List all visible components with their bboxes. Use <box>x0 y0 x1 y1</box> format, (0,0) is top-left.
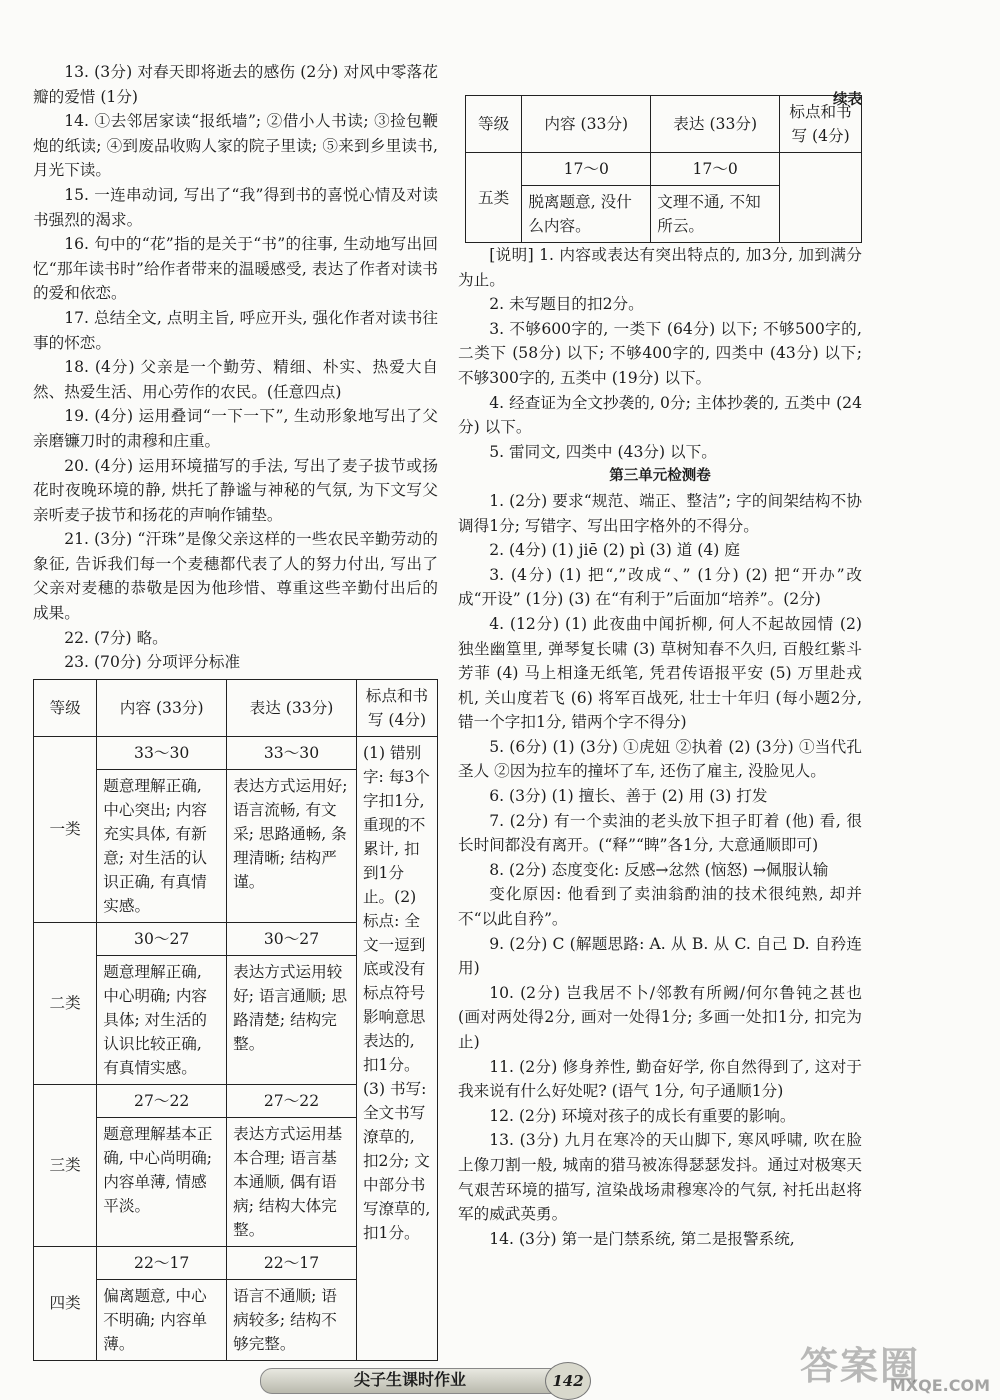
unit3-answer-7: 7. (2分) 有一个卖油的老头放下担子盯着 (他) 看, 很长时间都没有离开。(“释”“睥”各1分, 大意通顺即可) <box>458 811 862 855</box>
range-cell: 30～27 <box>227 922 357 955</box>
answer-21: 21. (3分) “汗珠”是像父亲这样的一些农民辛勤劳动的象征, 告诉我们每一个麦穗都代表了人的努力付出, 写出了父亲对麦穗的恭敬是因为他珍惜、尊重这些辛勤付出后的成果。 <box>33 530 438 623</box>
level-cell: 五类 <box>466 153 522 243</box>
table-header: 表达 (33分) <box>227 679 357 736</box>
level-cell: 四类 <box>34 1246 97 1360</box>
expression-cell: 语言不通顺; 语病较多; 结构不够完整。 <box>227 1279 357 1360</box>
range-cell: 27～22 <box>227 1084 357 1117</box>
table-row <box>466 153 862 186</box>
unit3-answer-8a: 8. (2分) 态度变化: 反感→忿然 (恼怒) →佩服认输 <box>489 860 829 879</box>
content-cell: 题意理解正确, 中心突出; 内容充实具体, 有新意; 对生活的认识正确, 有真情实感。 <box>97 769 227 922</box>
table-header: 表达 (33分) <box>651 96 780 153</box>
note-1: [说明] 1. 内容或表达有突出特点的, 加3分, 加到满分为止。 <box>458 246 862 289</box>
unit3-answer-5: 5. (6分) (1) (3分) ①虎妞 ②执着 (2) (3分) ①当代孔圣人 ②因为拉车的撞坏了车, 还伤了雇主, 没脸见人。 <box>458 737 862 781</box>
expression-cell: 表达方式运用较好; 语言通顺; 思路清楚; 结构完整。 <box>227 955 357 1084</box>
watermark-url: MXQE.COM <box>889 1376 990 1395</box>
unit3-answer-12: 12. (2分) 环境对孩子的成长有重要的影响。 <box>489 1106 796 1125</box>
note-2: 2. 未写题目的扣2分。 <box>489 295 644 314</box>
unit3-answer-9: 9. (2分) C (解题思路: A. 从 B. 从 C. 自己 D. 自矜连用) <box>458 934 862 978</box>
left-column <box>33 60 438 1361</box>
content-cell: 题意理解基本正确, 中心尚明确; 内容单薄, 情感平淡。 <box>97 1117 227 1246</box>
range-cell: 33～30 <box>97 736 227 769</box>
continued-grading-table <box>465 95 862 243</box>
answer-19: 19. (4分) 运用叠词“一下一下”, 生动形象地写出了父亲磨镰刀时的肃穆和庄重。 <box>33 407 438 450</box>
range-cell: 30～27 <box>97 922 227 955</box>
table-header: 等级 <box>466 96 522 153</box>
note-3: 3. 不够600字的, 一类下 (64分) 以下; 不够500字的, 二类下 (58分) 以下; 不够400字的, 四类中 (43分) 以下; 不够300字的, 五类中 (19分) 以下。 <box>458 319 862 387</box>
range-cell: 17～0 <box>522 153 651 186</box>
content-cell: 偏离题意, 中心不明确; 内容单薄。 <box>97 1279 227 1360</box>
table-header-row <box>466 96 862 153</box>
unit3-answer-6: 6. (3分) (1) 擅长、善于 (2) 用 (3) 打发 <box>489 787 768 806</box>
range-cell: 22～17 <box>97 1246 227 1279</box>
table-header: 等级 <box>34 679 97 736</box>
watermark-text: 答案圈 <box>800 1344 921 1388</box>
range-cell: 33～30 <box>227 736 357 769</box>
answer-17: 17. 总结全文, 点明主旨, 呼应开头, 强化作者对读书往事的怀恋。 <box>33 308 438 352</box>
table-header: 标点和书写 (4分) <box>356 679 437 736</box>
continued-label: 续表 <box>833 92 862 108</box>
expression-cell: 文理不通, 不知所云。 <box>651 186 780 243</box>
level-cell: 三类 <box>34 1084 97 1246</box>
footer-title: 尖子生课时作业 <box>353 1370 466 1389</box>
unit3-answer-4: 4. (12分) (1) 此夜曲中闻折柳, 何人不起故园情 (2) 独坐幽篁里, 弹琴复长啸 (3) 草树知春不久归, 百般红紫斗芳菲 (4) 马上相逢无纸笔, 凭君传语报平安 (5) 万里赴戎机, 关山度若飞 (6) 将军百战死, 壮士十年归 (每小题2分, 错一个字扣1分, 错两个字不得分) <box>458 614 862 732</box>
table-header: 内容 (33分) <box>97 679 227 736</box>
continued-table-wrap <box>465 95 862 243</box>
level-cell: 一类 <box>34 736 97 922</box>
right-column <box>458 243 862 1251</box>
range-cell: 17～0 <box>651 153 780 186</box>
table-row <box>34 736 438 769</box>
unit3-answer-14: 14. (3分) 第一是门禁系统, 第二是报警系统, <box>489 1229 795 1248</box>
page-footer <box>260 1362 740 1394</box>
table-header-row <box>34 679 438 736</box>
unit3-answer-2: 2. (4分) (1) jiē (2) pì (3) 道 (4) 庭 <box>489 541 740 560</box>
answer-14: 14. ①去邻居家读“报纸墙”; ②借小人书读; ③捡包鞭炮的纸读; ④到废品收购人家的院子里读; ⑤来到乡里读书, 月光下读。 <box>33 112 438 180</box>
note-5: 5. 雷同文, 四类中 (43分) 以下。 <box>489 442 717 461</box>
answer-16: 16. 句中的“花”指的是关于“书”的往事, 生动地写出回忆“那年读书时”给作者带来的温暖感受, 表达了作者对读书的爱和依恋。 <box>33 235 438 303</box>
marking-cell <box>780 153 862 243</box>
level-cell: 二类 <box>34 922 97 1084</box>
unit3-answer-8b: 变化原因: 他看到了卖油翁酌油的技术很纯熟, 却并不“以此自矜”。 <box>458 885 862 929</box>
answer-22: 22. (7分) 略。 <box>64 628 168 647</box>
answer-23: 23. (70分) 分项评分标准 <box>64 653 241 672</box>
page-number: 142 <box>545 1362 591 1400</box>
unit3-answer-11: 11. (2分) 修身养性, 勤奋好学, 你自然得到了, 这对于我来说有什么好处呢? (语气 1分, 句子通顺1分) <box>458 1057 862 1101</box>
content-cell: 脱离题意, 没什么内容。 <box>522 186 651 243</box>
table-header: 标点和书写 (4分) <box>780 96 862 153</box>
content-cell: 题意理解正确, 中心明确; 内容具体; 对生活的认识比较正确, 有真情实感。 <box>97 955 227 1084</box>
section-title: 第三单元检测卷 <box>609 468 711 485</box>
answer-18: 18. (4分) 父亲是一个勤劳、精细、朴实、热爱大自然、热爱生活、用心劳作的农民。(任意四点) <box>33 358 438 401</box>
marking-cell: (1) 错别字: 每3个字扣1分, 重现的不累计, 扣到1分止。(2) 标点: 全文一逗到底或没有标点符号影响意思表达的, 扣1分。(3) 书写: 全文书写潦草的, 扣2分; 文中部分书写潦草的, 扣1分。 <box>356 736 437 1360</box>
unit3-answer-13: 13. (3分) 九月在寒冷的天山脚下, 寒风呼啸, 吹在脸上像刀割一般, 城南的猎马被冻得瑟瑟发抖。通过对极寒天气艰苦环境的描写, 渲染战场肃穆寒冷的气氛, 衬托出赵将军的威武英勇。 <box>458 1131 862 1224</box>
unit3-answer-1: 1. (2分) 要求“规范、端正、整洁”; 字的间架结构不协调得1分; 写错字、写出田字格外的不得分。 <box>458 491 862 535</box>
grading-table <box>33 679 438 1361</box>
unit3-answer-3: 3. (4分) (1) 把“,”改成“、” (1分) (2) 把“开办”改成“开设” (1分) (3) 在“有利于”后面加“培养”。(2分) <box>458 565 862 609</box>
range-cell: 22～17 <box>227 1246 357 1279</box>
answer-15: 15. 一连串动词, 写出了“我”得到书的喜悦心情及对读书强烈的渴求。 <box>33 185 438 229</box>
expression-cell: 表达方式运用基本合理; 语言基本通顺, 偶有语病; 结构大体完整。 <box>227 1117 357 1246</box>
expression-cell: 表达方式运用好; 语言流畅, 有文采; 思路通畅, 条理清晰; 结构严谨。 <box>227 769 357 922</box>
note-4: 4. 经查证为全文抄袭的, 0分; 主体抄袭的, 五类中 (24分) 以下。 <box>458 393 862 437</box>
watermark-logo <box>800 1335 990 1395</box>
range-cell: 27～22 <box>97 1084 227 1117</box>
answer-20: 20. (4分) 运用环境描写的手法, 写出了麦子拔节或扬花时夜晚环境的静, 烘托了静谧与神秘的气氛, 为下文写父亲听麦子拔节和扬花的声响作铺垫。 <box>33 456 438 524</box>
answer-13: 13. (3分) 对春天即将逝去的感伤 (2分) 对风中零落花瓣的爱惜 (1分) <box>33 63 438 106</box>
unit3-answer-10: 10. (2分) 岂我居不卜/邻教有所阙/何尔鲁钝之甚也 (画对两处得2分, 画对一处得1分; 多画一处扣1分, 扣完为止) <box>458 983 862 1051</box>
table-header: 内容 (33分) <box>522 96 651 153</box>
